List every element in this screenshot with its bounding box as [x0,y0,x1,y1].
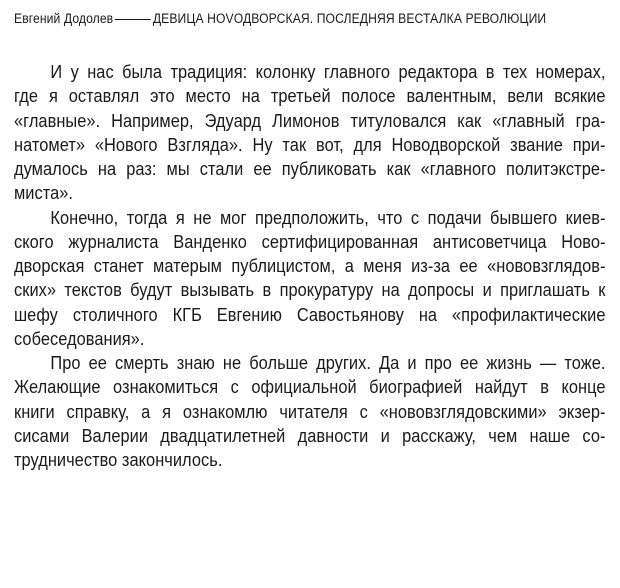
paragraph-line: собеседования». [14,328,145,349]
paragraph-line: Конечно, тогда я не мог предположить, что с подачи бывшего киев- [50,207,606,228]
paragraph-line: ского журналиста Ванденко сертифицированная антисоветчица Ново- [14,231,606,252]
paragraph-line: миста». [14,183,74,204]
running-head [14,5,547,33]
paragraph-line: натомет» «Нового Взгляда». Ну так вот, для Новодворской звание при- [14,134,606,155]
paragraph-line: Про ее смерть знаю не больше других. Да и про ее жизнь — тоже. [50,353,606,373]
paragraph-line: книги справку, а я ознакомлю читателя с «нововзглядовскими» экзер- [14,401,606,422]
paragraph-line: И у нас была традиция: колонку главного редактора в тех номерах, [50,62,606,82]
paragraph-line: «главные». Например, Эдуард Лимонов титуловался как «главный гра- [14,110,606,131]
body-text [14,60,606,472]
paragraph-line: трудничество закончилось. [14,450,223,470]
paragraph-line: думалось на раз: мы стали ее публиковать как «главного политэкстре- [14,159,606,179]
running-head-rule [115,5,151,20]
paragraph-line: дворская станет матерым публицистом, а меня из-за ее «нововзглядов- [14,256,606,276]
running-head-title: ДЕВИЦА НОVОДВОРСКАЯ. ПОСЛЕДНЯЯ ВЕСТАЛКА РЕВОЛЮЦИИ [152,11,547,26]
paragraph-line: Желающие ознакомиться с официальной биографией найдут в конце [14,377,606,398]
paragraph-line: шефу столичного КГБ Евгению Савостьянову на «профилактические [14,304,606,325]
paragraph-line: сисами Валерии двадцатилетней давности и расскажу, чем наше со- [14,425,606,446]
paragraph-line: где я оставлял это место на третьей полосе валентным, вели всякие [14,86,606,107]
paragraph-line: ских» текстов будут вызывать в прокуратуру на допросы и приглашать к [14,280,606,301]
running-head-author: Евгений Додолев [14,11,114,26]
